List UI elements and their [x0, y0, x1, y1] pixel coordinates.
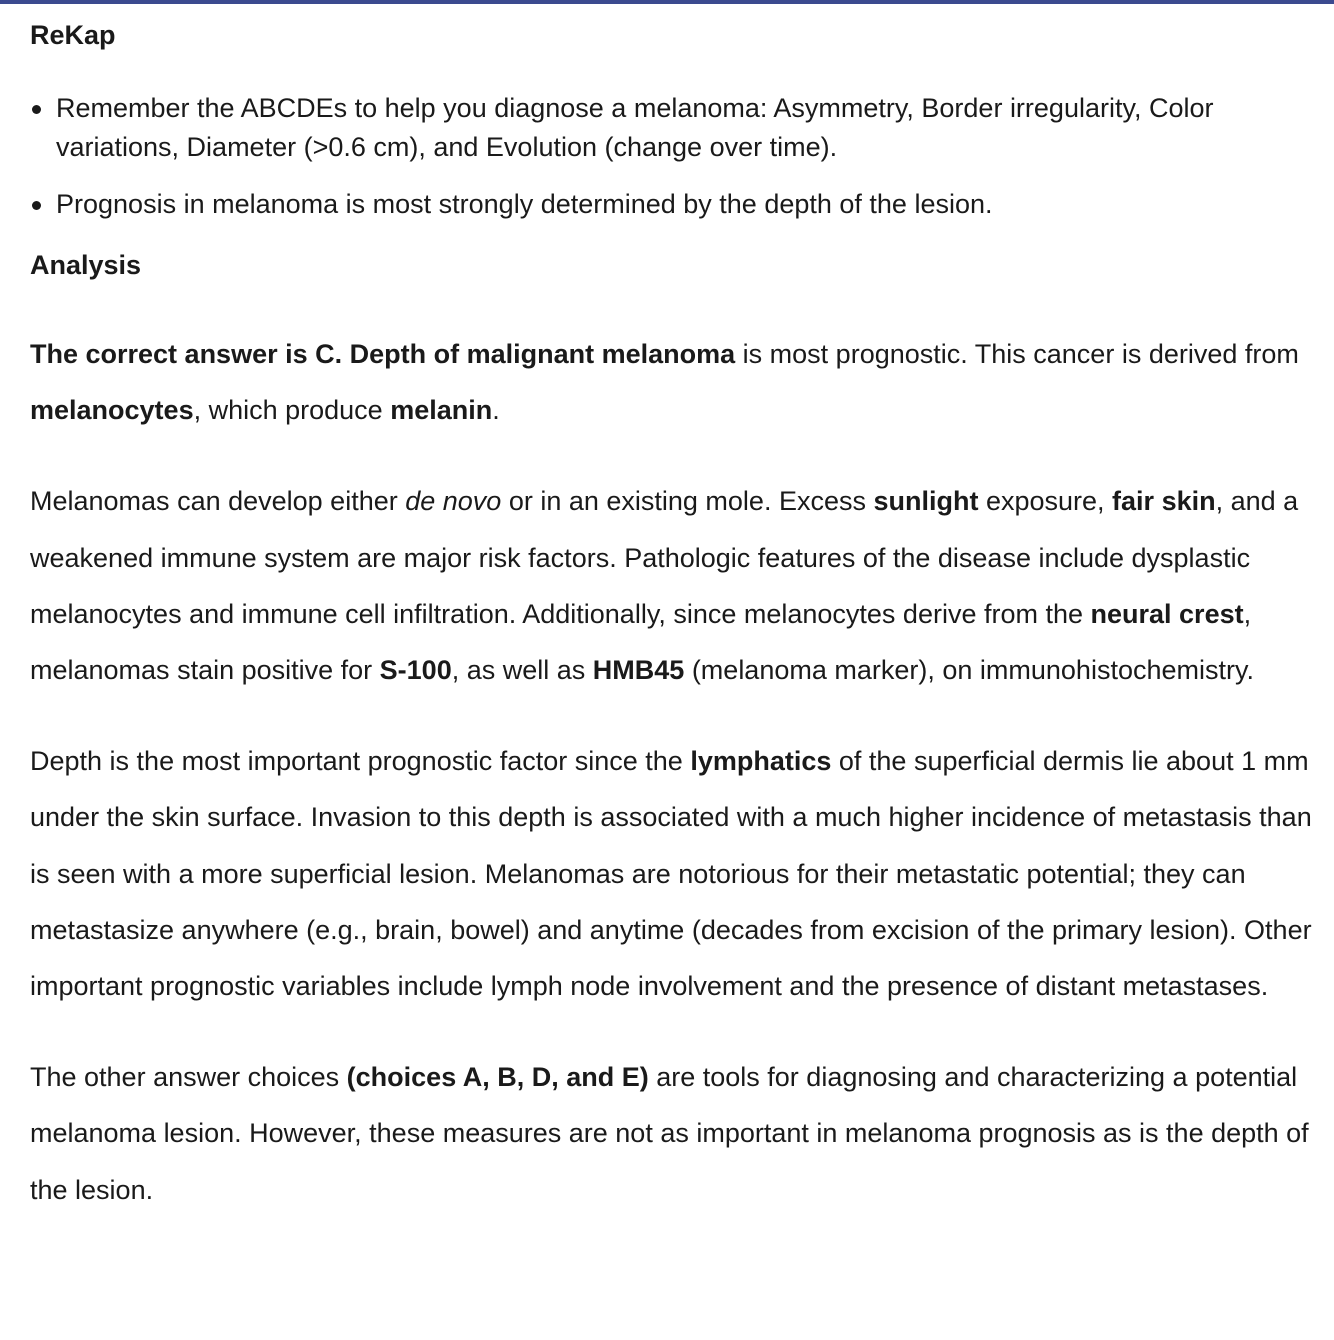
text-run: The other answer choices: [30, 1062, 347, 1093]
text-run: of the superficial dermis lie about 1 mm under the skin surface. Invasion to this depth is associated with a much higher incidence of metastasis than is seen with a more superficial lesion. Melanomas are notorious for their metastatic potential; they can metastasize anywhere (e.g., brain, bowel) and anytime (decades from excision of the primary lesion). Other important prognostic variables include lymph node involvement and the presence of distant metastases.: [30, 746, 1312, 1002]
term-melanin: melanin: [390, 395, 493, 426]
term-melanocytes: melanocytes: [30, 395, 194, 426]
depth-prognosis-paragraph: [30, 733, 1320, 1014]
text-run: .: [492, 395, 500, 426]
other-choices-paragraph: [30, 1049, 1320, 1218]
term-s100: S-100: [379, 655, 452, 686]
correct-answer-lead: The correct answer is C. Depth of malignant melanoma: [30, 339, 736, 369]
rekap-bullet-prognosis: Prognosis in melanoma is most strongly determined by the depth of the lesion.: [56, 185, 1320, 224]
term-fair-skin: fair skin: [1112, 486, 1216, 517]
text-run: is most prognostic. This cancer is derived from: [735, 339, 1299, 369]
text-run: , which produce: [193, 395, 391, 426]
explanation-content: [30, 0, 1320, 1218]
text-run: exposure,: [978, 486, 1113, 517]
risk-factors-paragraph: [30, 473, 1320, 698]
term-neural-crest: neural crest: [1090, 598, 1244, 629]
term-hmb45: HMB45: [592, 655, 685, 686]
text-run: or in an existing mole. Excess: [501, 486, 874, 517]
text-run: , and a weakened immune system are major risk factors. Pathologic features of the disease include dysplastic melanocytes and immune cell infiltration. Additionally, since melanocytes derive from the: [30, 486, 1299, 629]
rekap-bullet-abcde: Remember the ABCDEs to help you diagnose a melanoma: Asymmetry, Border irregularity, Color variations, Diameter (>0.6 cm), and Evolution (change over time).: [56, 89, 1320, 167]
text-run: (melanoma marker), on immunohistochemistry.: [684, 655, 1254, 686]
text-run: Depth is the most important prognostic factor since the: [30, 746, 691, 777]
analysis-heading: Analysis: [30, 250, 142, 280]
term-sunlight: sunlight: [873, 486, 979, 517]
rekap-list: [30, 89, 1320, 224]
term-other-choices: (choices A, B, D, and E): [346, 1062, 649, 1093]
term-de-novo: de novo: [405, 486, 502, 517]
text-run: , melanomas stain positive for: [30, 598, 1252, 686]
term-lymphatics: lymphatics: [690, 746, 832, 777]
rekap-heading: ReKap: [30, 20, 116, 50]
correct-answer-paragraph: [30, 326, 1320, 438]
text-run: are tools for diagnosing and characterizing a potential melanoma lesion. However, these measures are not as important in melanoma prognosis as is the depth of the lesion.: [30, 1062, 1309, 1205]
text-run: Melanomas can develop either: [30, 486, 406, 517]
text-run: , as well as: [451, 655, 593, 686]
